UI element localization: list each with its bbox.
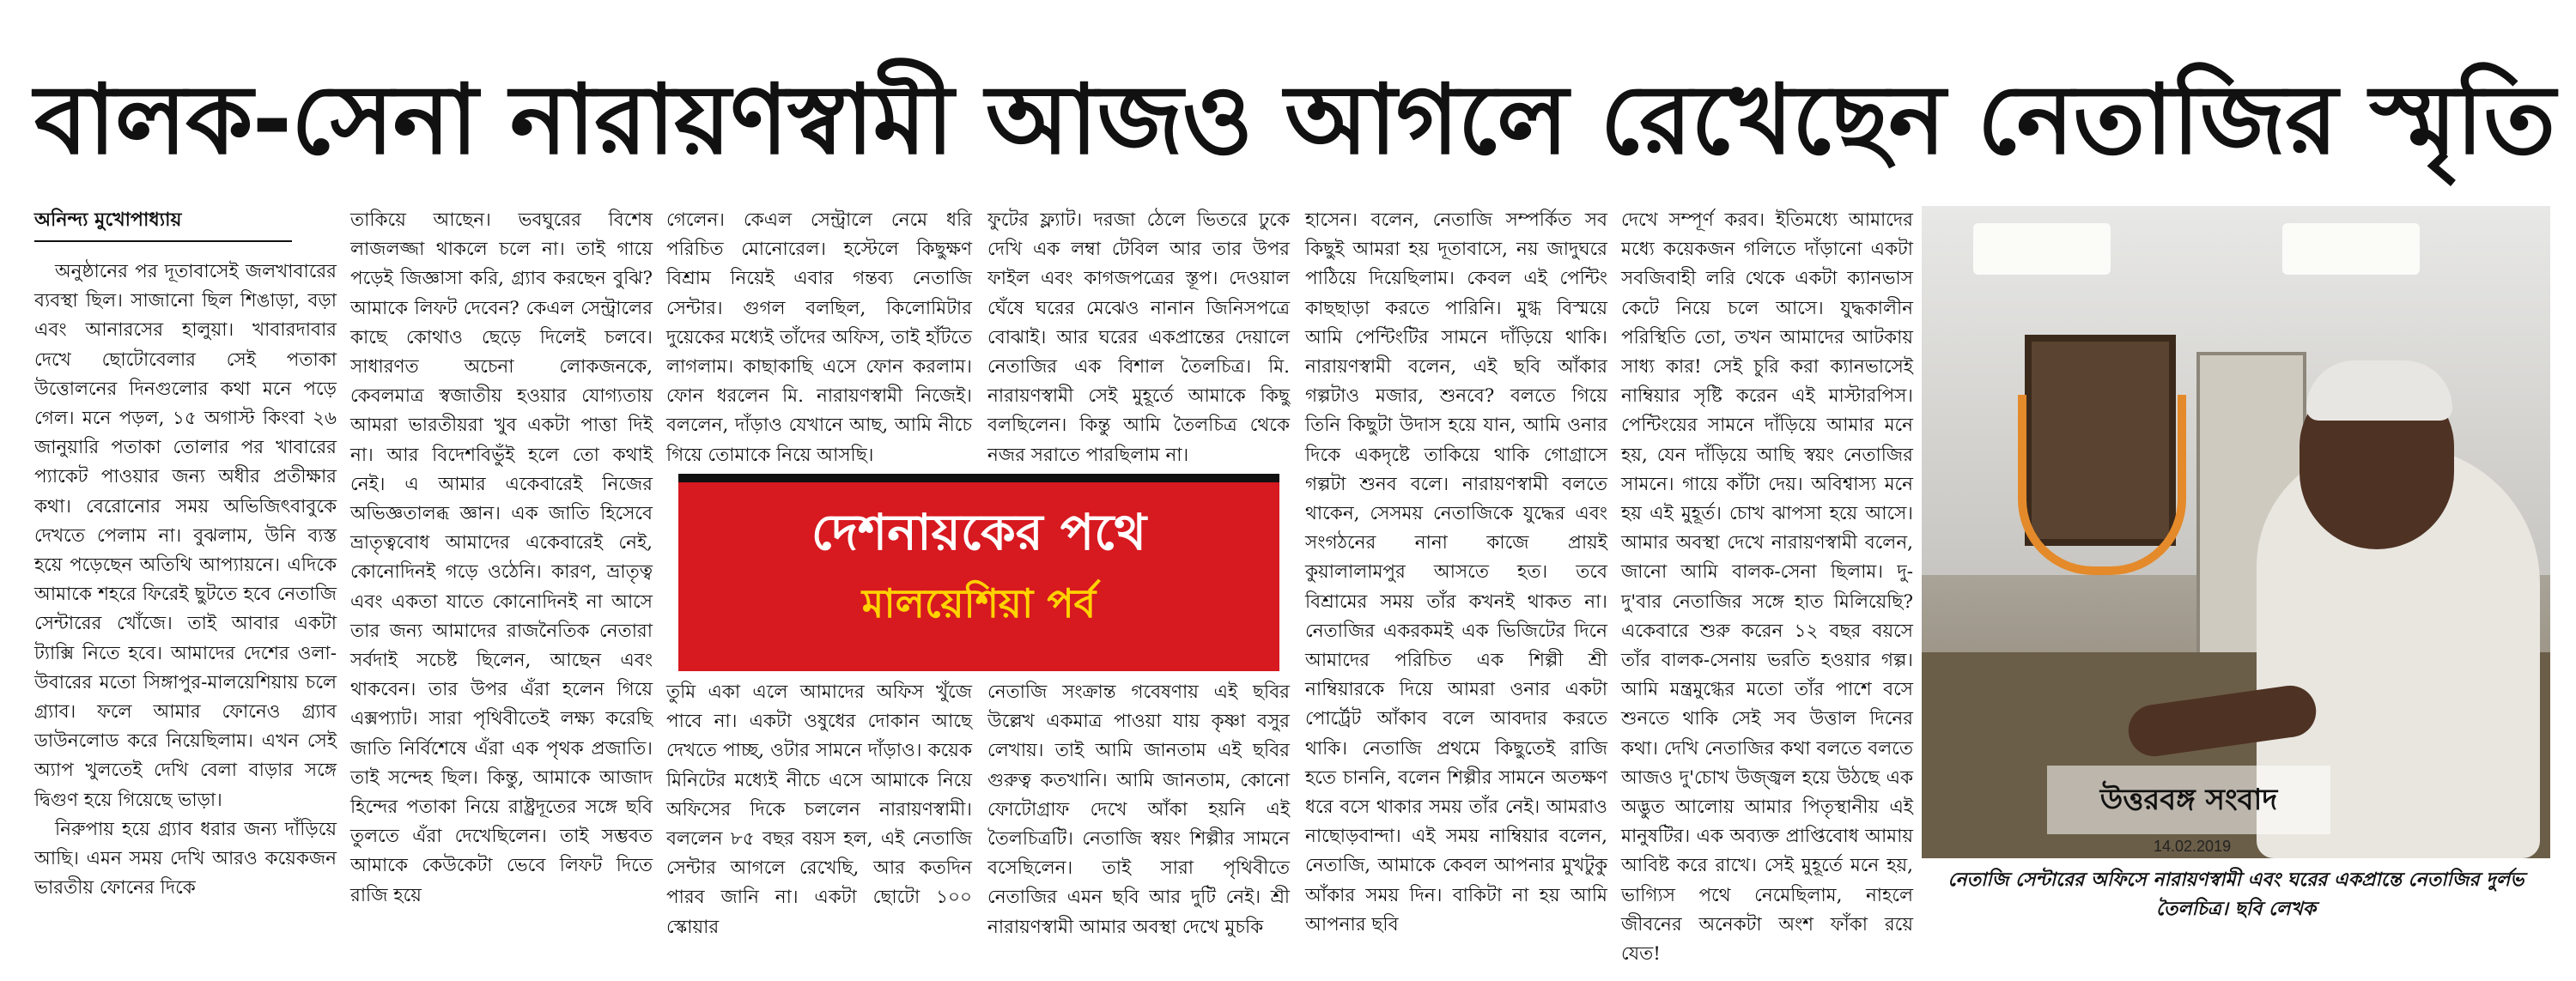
article-column-1 — [34, 206, 337, 961]
paragraph: অনুষ্ঠানের পর দূতাবাসেই জলখাবারের ব্যবস্থা ছিল। সাজানো ছিল শিঙাড়া, বড়া এবং আনারসের হালুয়া। খাবারদাবার দেখে ছোটোবেলার সেই পতাকা উত্তোলনের দিনগুলোর কথা মনে পড়ে গেল। মনে পড়ল, ১৫ অগাস্ট কিংবা ২৬ জানুয়ারি পতাকা তোলার পর খাবারের প্যাকেট পাওয়ার জন্য অধীর প্রতীক্ষার কথা। বেরোনোর সময় অভিজিৎবাবুকে দেখতে পেলাম না। বুঝলাম, উনি ব্যস্ত হয়ে পড়েছেন অতিথি আপ্যায়নে। এদিকে আমাকে শহরে ফিরেই ছুটতে হবে নেতাজি সেন্টারের খোঁজে। তাই আবার একটা ট্যাক্সি নিতে হবে। আমাদের দেশের ওলা-উবারের মতো সিঙ্গাপুর-মালয়েশিয়ায় চলে গ্র্যাব। ফলে আমার ফোনেও গ্র্যাব ডাউনলোড করে নিয়েছিলাম। এখন সেই অ্যাপ খুলতেই দেখি বেলা বাড়ার সঙ্গে দ্বিগুণ হয়ে গিয়েছে ভাড়া। — [34, 261, 337, 811]
article-column-4 — [987, 206, 1290, 466]
banner-subtitle: মালয়েশিয়া পর্ব — [861, 580, 1097, 627]
paragraph: তুমি একা এলে আমাদের অফিস খুঁজে পাবে না। একটা ওষুধের দোকান আছে দেখতে পাচ্ছ, ওটার সামনে দাঁড়াও। কয়েক মিনিটের মধ্যেই নীচে এসে আমাকে নিয়ে অফিসের দিকে চললেন নারায়ণস্বামী। বললেন ৮৫ বছর বয়স হল, এই নেতাজি সেন্টার আগলে রেখেছি, আর কতদিন পারব জানি না। একটা ছোটো ১০০ স্কোয়ার — [666, 681, 972, 938]
article-photo — [1922, 206, 2550, 858]
ceiling-light — [2282, 223, 2420, 275]
paragraph: নিরুপায় হয়ে গ্র্যাব ধরার জন্য দাঁড়িয়ে আছি। এমন সময় দেখি আরও কয়েকজন ভারতীয় ফোনের দিকে — [34, 818, 337, 899]
ceiling-light — [1973, 223, 2111, 275]
man-hair — [2306, 360, 2452, 421]
paragraph: হাসেন। বলেন, নেতাজি সম্পর্কিত সব কিছুই আমরা হয় দূতাবাসে, নয় জাদুঘরে পাঠিয়ে দিয়েছিলাম। কেবল এই পেন্টিং কাছছাড়া করতে পারিনি। মুগ্ধ বিস্ময়ে আমি পেন্টিংটির সামনে দাঁড়িয়ে থাকি। নারায়ণস্বামী বলেন, এই ছবি আঁকার গল্পটাও মজার, শুনবে? বলতে গিয়ে তিনি কিছুটা উদাস হয়ে যান, আমি ওনার দিকে একদৃষ্টে তাকিয়ে থাকি গোগ্রাসে গল্পটা শুনব বলে। নারায়ণস্বামী বলতে থাকেন, সেসময় নেতাজিকে যুদ্ধের এবং সংগঠনের নানা কাজে প্রায়ই কুয়ালালামপুর আসতে হত। তবে বিশ্রামের সময় তাঁর কখনই থাকত না। নেতাজির একরকমই এক ভিজিটের দিনে আমাদের পরিচিত এক শিল্পী শ্রী নাম্বিয়ারকে দিয়ে আমরা ওনার একটা পোর্ট্রেট আঁকাব বলে আবদার করতে থাকি। নেতাজি প্রথমে কিছুতেই রাজি হতে চাননি, বলেন শিল্পীর সামনে অতক্ষণ ধরে বসে থাকার সময় তাঁর নেই। আমরাও নাছোড়বান্দা। এই সময় নাম্বিয়ার বলেন, নেতাজি, আমাকে কেবল আপনার মুখটুকু আঁকার সময় দিন। বাকিটা না হয় আমি আপনার ছবি — [1305, 209, 1607, 936]
garland — [2018, 395, 2186, 575]
article-column-3 — [666, 206, 972, 466]
paragraph: নেতাজি সংক্রান্ত গবেষণায় এই ছবির উল্লেখ একমাত্র পাওয়া যায় কৃষ্ণা বসুর লেখায়। তাই আমি জানতাম এই ছবির গুরুত্ব কতখানি। আমি জানতাম, কোনো ফোটোগ্রাফ দেখে আঁকা হয়নি এই তৈলচিত্রটি। নেতাজি স্বয়ং শিল্পীর সামনে বসেছিলেন। তাই সারা পৃথিবীতে নেতাজির এমন ছবি আর দুটি নেই। শ্রী নারায়ণস্বামী আমার অবস্থা দেখে মুচকি — [987, 681, 1290, 938]
article-column-4-lower — [987, 678, 1290, 961]
photo-caption: নেতাজি সেন্টারের অফিসে নারায়ণস্বামী এবং ঘরের একপ্রান্তে নেতাজির দুর্লভ তৈলচিত্র। ছবি লেখক — [1947, 869, 2524, 920]
paragraph: তাকিয়ে আছেন। ভবঘুরের বিশেষ লাজলজ্জা থাকলে চলে না। তাই গায়ে পড়েই জিজ্ঞাসা করি, গ্র্যাব করছেন বুঝি? আমাকে লিফট দেবেন? কেএল সেন্ট্রালের কাছে কোথাও ছেড়ে দিলেই চলবে। সাধারণত অচেনা লোকজনকে, কেবলমাত্র স্বজাতীয় হওয়ার যোগ্যতায় আমরা ভারতীয়রা খুব একটা পাত্তা দিই না। আর বিদেশবিভুঁই হলে তো কথাই নেই। এ আমার একেবারেই নিজের অভিজ্ঞতালব্ধ জ্ঞান। এক জাতি হিসেবে ভ্রাতৃত্ববোধ আমাদের একেবারেই নেই, কোনোদিনই গড়ে ওঠেনি। কারণ, ভ্রাতৃত্ব এবং একতা যাতে কোনোদিনই না আসে তার জন্য আমাদের রাজনৈতিক নেতারা সর্বদাই সচেষ্ট ছিলেন, আছেন এবং থাকবেন। তার উপর এঁরা হলেন গিয়ে এক্সপ্যাট। সারা পৃথিবীতেই লক্ষ্য করেছি জাতি নির্বিশেষে এঁরা এক পৃথক প্রজাতি। তাই সন্দেহ ছিল। কিন্তু, আমাকে আজাদ হিন্দের পতাকা নিয়ে রাষ্ট্রদূতের সঙ্গে ছবি তুলতে এঁরা দেখেছিলেন। তাই সম্ভবত আমাকে কেউকেটা ভেবে লিফট দিতে রাজি হয়ে — [350, 209, 653, 906]
article-column-2 — [350, 206, 653, 961]
paragraph: গেলেন। কেএল সেন্ট্রালে নেমে ধরি পরিচিত মোনোরেল। হস্টেলে কিছুক্ষণ বিশ্রাম নিয়েই এবার গন্তব্য নেতাজি সেন্টার। গুগল বলছিল, কিলোমিটার দুয়েকের মধ্যেই তাঁদের অফিস, তাই হাঁটতে লাগলাম। কাছাকাছি এসে ফোন করলাম। ফোন ধরলেন মি. নারায়ণস্বামী নিজেই। বললেন, দাঁড়াও যেখানে আছ, আমি নীচে গিয়ে তোমাকে নিয়ে আসছি। — [666, 209, 972, 466]
article-column-5 — [1305, 206, 1607, 961]
paragraph: দেখে সম্পূর্ণ করব। ইতিমধ্যে আমাদের মধ্যে কয়েকজন গলিতে দাঁড়ানো একটা সবজিবাহী লরি থেকে একটা ক্যানভাস কেটে নিয়ে চলে আসে। যুদ্ধকালীন পরিস্থিতি তো, তখন আমাদের আটকায় সাধ্য কার! সেই চুরি করা ক্যানভাসেই নাম্বিয়ার সৃষ্টি করেন এই মাস্টারপিস। পেন্টিংয়ের সামনে দাঁড়িয়ে আমার মনে হয়, যেন দাঁড়িয়ে আছি স্বয়ং নেতাজির সামনে। গায়ে কাঁটা দেয়। অবিশ্বাস্য মনে হয় এই মুহূর্ত। চোখ ঝাপসা হয়ে আসে। আমার অবস্থা দেখে নারায়ণস্বামী বলেন, জানো আমি বালক-সেনা ছিলাম। দু-দু'বার নেতাজির সঙ্গে হাত মিলিয়েছি? একেবারে শুরু করেন ১২ বছর বয়সে তাঁর বালক-সেনায় ভরতি হওয়ার গল্প। আমি মন্ত্রমুগ্ধের মতো তাঁর পাশে বসে শুনতে থাকি সেই সব উত্তাল দিনের কথা। দেখি নেতাজির কথা বলতে বলতে আজও দু'চোখ উজ্জ্বল হয়ে উঠছে এক অদ্ভুত আলোয় আমার পিতৃস্থানীয় এই মানুষটির। এক অব্যক্ত প্রাপ্তিবোধ আমায় আবিষ্ট করে রাখে। সেই মুহূর্তে মনে হয়, ভাগ্যিস পথে নেমেছিলাম, নাহলে জীবনের অনেকটা অংশ ফাঁকা রয়ে যেত! — [1621, 209, 1913, 966]
article-column-3-lower — [666, 678, 972, 961]
byline: অনিন্দ্য মুখোপাধ্যায় — [34, 206, 292, 242]
photo-date: 14.02.2019 — [2154, 838, 2232, 855]
newspaper-logo: উত্তরবঙ্গ সংবাদ — [2047, 766, 2330, 834]
series-banner — [678, 474, 1279, 671]
article-column-6 — [1621, 206, 1913, 966]
headline: বালক-সেনা নারায়ণস্বামী আজও আগলে রেখেছেন নেতাজির স্মৃতি — [34, 64, 2555, 176]
paragraph: ফুটের ফ্ল্যাট। দরজা ঠেলে ভিতরে ঢুকে দেখি এক লম্বা টেবিল আর তার উপর ফাইল এবং কাগজপত্রের স্তূপ। দেওয়াল ঘেঁষে ঘরের মেঝেও নানান জিনিসপত্রে বোঝাই। আর ঘরের একপ্রান্তের দেয়ালে নেতাজির এক বিশাল তৈলচিত্র। মি. নারায়ণস্বামী সেই মুহূর্তে আমাকে কিছু বলছিলেন। কিন্তু আমি তৈলচিত্র থেকে নজর সরাতে পারছিলাম না। — [987, 209, 1290, 466]
banner-title: দেশনায়কের পথে — [811, 503, 1147, 561]
